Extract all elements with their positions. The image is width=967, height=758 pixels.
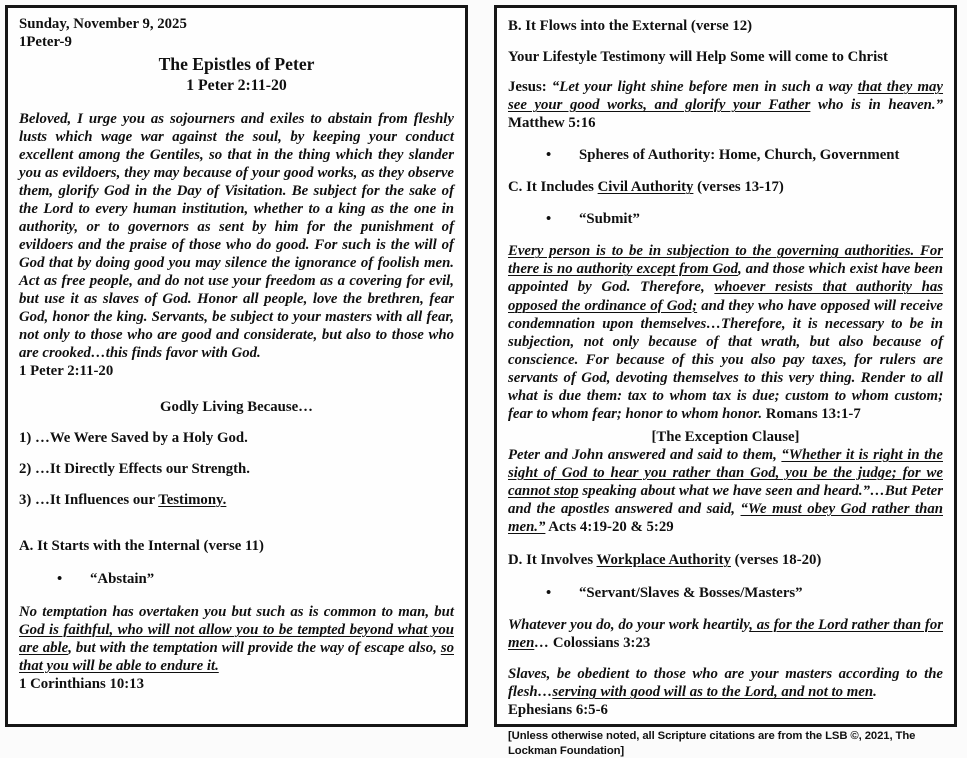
- text-run: 3) …It Influences our: [19, 491, 159, 508]
- text-run: Acts 4:19-20 & 5:29: [545, 519, 674, 536]
- text-run: Workplace Authority: [596, 552, 731, 569]
- text-run: No temptation has overtaken you but such as is common to man, but: [19, 603, 454, 620]
- text-run: Beloved, I urge you as sojourners and exiles to abstain from fleshly lusts which wage war against the soul, by keeping your conduct excellent among the Gentiles, so that in the thing which they slander you as evildoers, they may because of your good works, as they observe them, glorify God in the Day of Visitation. Be subject for the sake of the Lord to every human institution, whether to a king as the one in authority, or to governors as sent by him for the punishment of evildoers and the praise of those who do good. For such is the will of God that by doing good you may silence the ignorance of foolish men. Act as free people, and do not use your freedom as a covering for evil, but use it as slaves of God. Honor all people, love the brethren, fear God, honor the king. Servants, be subject to your masters with all fear, not only to those who are good and considerate, but also to those who are crooked…this finds favor with God.: [19, 110, 454, 362]
- text-run: D. It Involves: [508, 552, 597, 569]
- text-run: 1) …We Were Saved by a Holy God.: [19, 429, 248, 446]
- scripture-acts: [508, 446, 943, 536]
- text-run: Romans 13:1-7: [765, 405, 861, 422]
- text-run: Jesus:: [508, 79, 552, 96]
- text-run: serving with good will as to the Lord, and not to men: [552, 684, 874, 701]
- section-c-heading: [508, 178, 943, 196]
- text-run: 1Peter-9: [19, 34, 72, 51]
- text-run: A. It Starts with the Internal (verse 11): [19, 537, 264, 554]
- scripture-colossians: [508, 616, 943, 652]
- text-run: …: [534, 635, 553, 652]
- text-run: Spheres of Authority: Home, Church, Government: [579, 147, 900, 164]
- text-run: Every person is to be in subjection to the governing authorities. For there is no authority except from God: [508, 243, 943, 278]
- date-line: [19, 15, 454, 33]
- text-run: whoever resists that authority has opposed the ordinance of God;: [508, 279, 944, 314]
- column-right: [508, 17, 943, 758]
- page-panel-right: [494, 5, 957, 757]
- text-run: [The Exception Clause]: [651, 428, 800, 445]
- text-run: Ephesians 6:5-6: [508, 702, 608, 719]
- bullet-servants: [508, 584, 943, 602]
- bullet-abstain: [19, 570, 454, 588]
- text-run: “We must obey God rather than men.”: [508, 501, 943, 536]
- text-run: “Abstain”: [90, 570, 155, 587]
- bullet-text: [579, 584, 803, 602]
- text-run: and they who have opposed will receive condemnation upon themselves…Therefore, it is necessary to be in subjection, not only because of that wrath, but also because of conscience. For because of this you also pay taxes, for rulers are servants of God, devoting themselves to this very thing. Render to all what is due them: tax to whom tax is due; custom to whom custom; fear to whom fear; honor to whom honor.: [508, 297, 943, 422]
- text-run: [Unless otherwise noted, all Scripture citations are from the LSB ©, 2021, The Lockman Foundation]: [508, 730, 916, 757]
- text-run: speaking about what we have seen and heard.”…But Peter and the apostles answered and said,: [508, 482, 943, 518]
- text-run: (verses 13-17): [693, 179, 784, 196]
- text-run: Sunday, November 9, 2025: [19, 16, 187, 32]
- text-run: , but with the temptation will provide the way of escape also,: [68, 639, 441, 656]
- text-run: , as for the Lord rather than for men: [508, 617, 943, 652]
- text-run: Godly Living Because…: [160, 398, 313, 415]
- text-run: Whatever you do, do your work heartily: [508, 617, 750, 634]
- text-run: “Submit”: [579, 211, 640, 228]
- text-run: so that you will be able to endure it.: [19, 639, 454, 674]
- text-run: “Whether it is right in the sight of God to hear you rather than God, you be the judge; for we cannot stop: [508, 446, 943, 499]
- outline-point-2: [19, 460, 454, 478]
- text-run: that they may see your good works, and glorify your Father: [508, 79, 944, 114]
- doc-subtitle: [19, 76, 454, 95]
- text-run: 2) …It Directly Effects our Strength.: [19, 460, 250, 477]
- bullet-text: [90, 570, 154, 588]
- text-run: “Servant/Slaves & Bosses/Masters”: [579, 585, 803, 602]
- bullet-spheres: [508, 146, 943, 164]
- scripture-ref-1-peter: [19, 362, 454, 380]
- section-b-heading: [508, 17, 943, 35]
- text-run: “Let your light shine before men in such a way: [551, 79, 858, 96]
- section-a-heading: [19, 537, 454, 555]
- text-run: Your Lifestyle Testimony will Help Some will come to Christ: [508, 49, 888, 66]
- bullet-icon: •: [57, 570, 63, 587]
- text-run: (verses 18-20): [730, 552, 822, 569]
- scripture-1-peter-2: [19, 110, 454, 363]
- outline-heading: [19, 398, 454, 416]
- text-run: .: [873, 684, 877, 701]
- text-run: The Epistles of Peter: [158, 54, 315, 75]
- text-run: Matthew 5:16: [508, 115, 596, 132]
- text-run: 1 Peter 2:11-20: [19, 363, 114, 380]
- text-run: Peter and John answered and said to them,: [508, 446, 782, 463]
- scripture-romans: [508, 242, 943, 422]
- exception-clause-heading: [508, 428, 943, 446]
- scripture-ref-1-corinthians: [19, 675, 454, 693]
- bullet-text: [579, 210, 640, 228]
- bullet-icon: •: [546, 211, 552, 228]
- bullet-icon: •: [546, 147, 552, 164]
- text-run: who is in heaven.”: [810, 97, 943, 114]
- text-run: Testimony.: [158, 491, 227, 508]
- text-run: B. It Flows into the External (verse 12): [508, 18, 753, 34]
- text-run: 1 Corinthians 10:13: [19, 675, 144, 692]
- text-run: Slaves, be obedient to those who are your masters according to the flesh…: [508, 666, 943, 701]
- page-panel-left: [5, 5, 468, 727]
- text-run: Civil Authority: [597, 179, 694, 196]
- section-d-heading: [508, 551, 943, 569]
- text-run: 1 Peter 2:11-20: [186, 76, 287, 94]
- text-run: Colossians 3:23: [552, 635, 651, 652]
- scripture-matthew: [508, 78, 943, 132]
- column-left: [19, 15, 454, 693]
- scripture-1-corinthians: [19, 603, 454, 675]
- text-run: God is faithful, who will not allow you to be tempted beyond what you are able: [19, 621, 454, 656]
- outline-point-3: [19, 491, 454, 509]
- scripture-ephesians: [508, 665, 943, 701]
- bullet-icon: •: [546, 585, 552, 602]
- lifestyle-line: [508, 48, 943, 66]
- citation-footnote: [508, 729, 943, 757]
- text-run: , and those which exist have been appointed by God. Therefore,: [508, 261, 943, 296]
- doc-title: [19, 54, 454, 75]
- series-code: [19, 33, 454, 51]
- scripture-ref-ephesians: [508, 701, 943, 719]
- bullet-text: [579, 146, 899, 164]
- text-run: C. It Includes: [508, 179, 598, 196]
- bullet-submit: [508, 210, 943, 228]
- outline-point-1: [19, 429, 454, 447]
